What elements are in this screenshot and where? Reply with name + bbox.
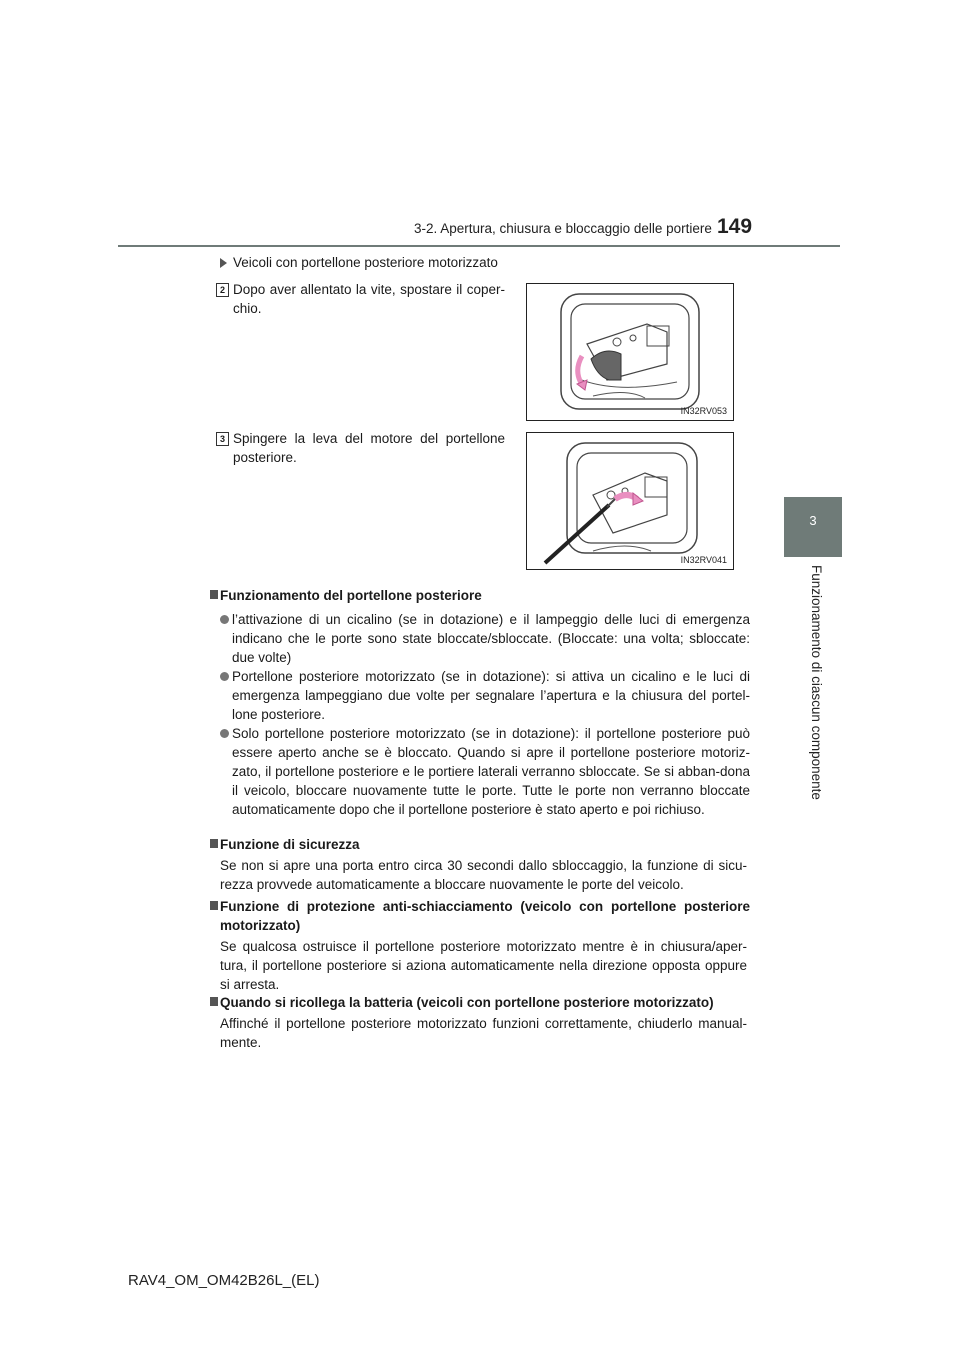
section-operation: [210, 586, 750, 605]
circle-bullet-icon: [220, 729, 229, 738]
step-number-badge: 3: [216, 432, 229, 446]
section-body: Se qualcosa ostruisce il portellone posteriore motorizzato mentre è in chiusura/aper-tura, il portellone posteriore si aziona automaticamente nella direzione opposta oppure si arresta.: [220, 939, 747, 992]
square-bullet-icon: [210, 839, 218, 848]
step-text: Spingere la leva del motore del portellone posteriore.: [233, 431, 505, 465]
section-heading: [210, 835, 750, 854]
list-item: [220, 724, 750, 819]
triangle-arrow-icon: [220, 258, 227, 268]
list-item: [220, 610, 750, 667]
tailgate-cover-illustration: [527, 284, 733, 420]
variant-label-text: Veicoli con portellone posteriore motorizzato: [233, 255, 498, 270]
section-body: Affinché il portellone posteriore motorizzato funzioni correttamente, chiuderlo manual-mente.: [220, 1016, 747, 1050]
step-text: Dopo aver allentato la vite, spostare il coper-chio.: [233, 282, 505, 316]
page-number: 149: [717, 215, 753, 238]
section-heading: [210, 897, 750, 935]
section-anti-pinch: [210, 897, 750, 935]
list-item: [220, 667, 750, 724]
section-heading-text: Funzione di sicurezza: [220, 837, 360, 852]
section-heading-text: Funzionamento del portellone posteriore: [220, 588, 482, 603]
section-body: Se non si apre una porta entro circa 30 secondi dallo sbloccaggio, la funzione di sicu-rezza provvede automaticamente a bloccare nuovamente le porte del veicolo.: [220, 858, 747, 892]
circle-bullet-icon: [220, 672, 229, 681]
section-heading: [210, 586, 750, 605]
figure-code: IN32RV053: [680, 406, 727, 416]
list-item-text: Solo portellone posteriore motorizzato (se in dotazione): il portellone posteriore può essere aperto anche se è bloccato. Quando si apre il portellone posteriore motoriz-zato, il portellone posteriore e le portiere laterali verranno sbloccate. Se si abban-dona il veicolo, bloccare nuovamente tutte le porte. Tutte le porte non verranno bloccate automaticamente dopo che il portellone posteriore è stato aperto e poi richiuso.: [232, 726, 750, 817]
tailgate-lever-illustration: [527, 433, 733, 569]
section-safety: [210, 835, 750, 854]
step-illustration: [526, 283, 734, 421]
section-heading-text: Funzione di protezione anti-schiacciamento (veicolo con portellone posteriore motorizzato): [220, 899, 750, 933]
step-number-badge: 2: [216, 283, 229, 297]
step-illustration: [526, 432, 734, 570]
section-heading: [210, 993, 750, 1012]
variant-label: [220, 255, 498, 270]
list-item-text: Portellone posteriore motorizzato (se in dotazione): si attiva un cicalino e le luci di emergenza lampeggiano due volte per segnalare l’apertura e la chiusura del portel-lone posteriore.: [232, 669, 750, 722]
section-battery: [210, 993, 750, 1012]
circle-bullet-icon: [220, 615, 229, 624]
header-rule: [118, 245, 840, 247]
list-item-text: l’attivazione di un cicalino (se in dotazione) e il lampeggio delle luci di emergenza indicano che le porte sono state bloccate/sbloccate. (Bloccate: una volta; sbloccate: due volte): [232, 612, 750, 665]
square-bullet-icon: [210, 997, 218, 1006]
document-code: RAV4_OM_OM42B26L_(EL): [128, 1272, 320, 1289]
square-bullet-icon: [210, 590, 218, 599]
chapter-number: 3: [809, 513, 817, 528]
square-bullet-icon: [210, 901, 218, 910]
section-header: 3-2. Apertura, chiusura e bloccaggio delle portiere: [414, 221, 712, 236]
section-heading-text: Quando si ricollega la batteria (veicoli con portellone posteriore motorizzato): [220, 995, 714, 1010]
figure-code: IN32RV041: [680, 555, 727, 565]
chapter-title: Funzionamento di ciascun componente: [809, 565, 824, 800]
chapter-title-vertical: [804, 565, 824, 825]
